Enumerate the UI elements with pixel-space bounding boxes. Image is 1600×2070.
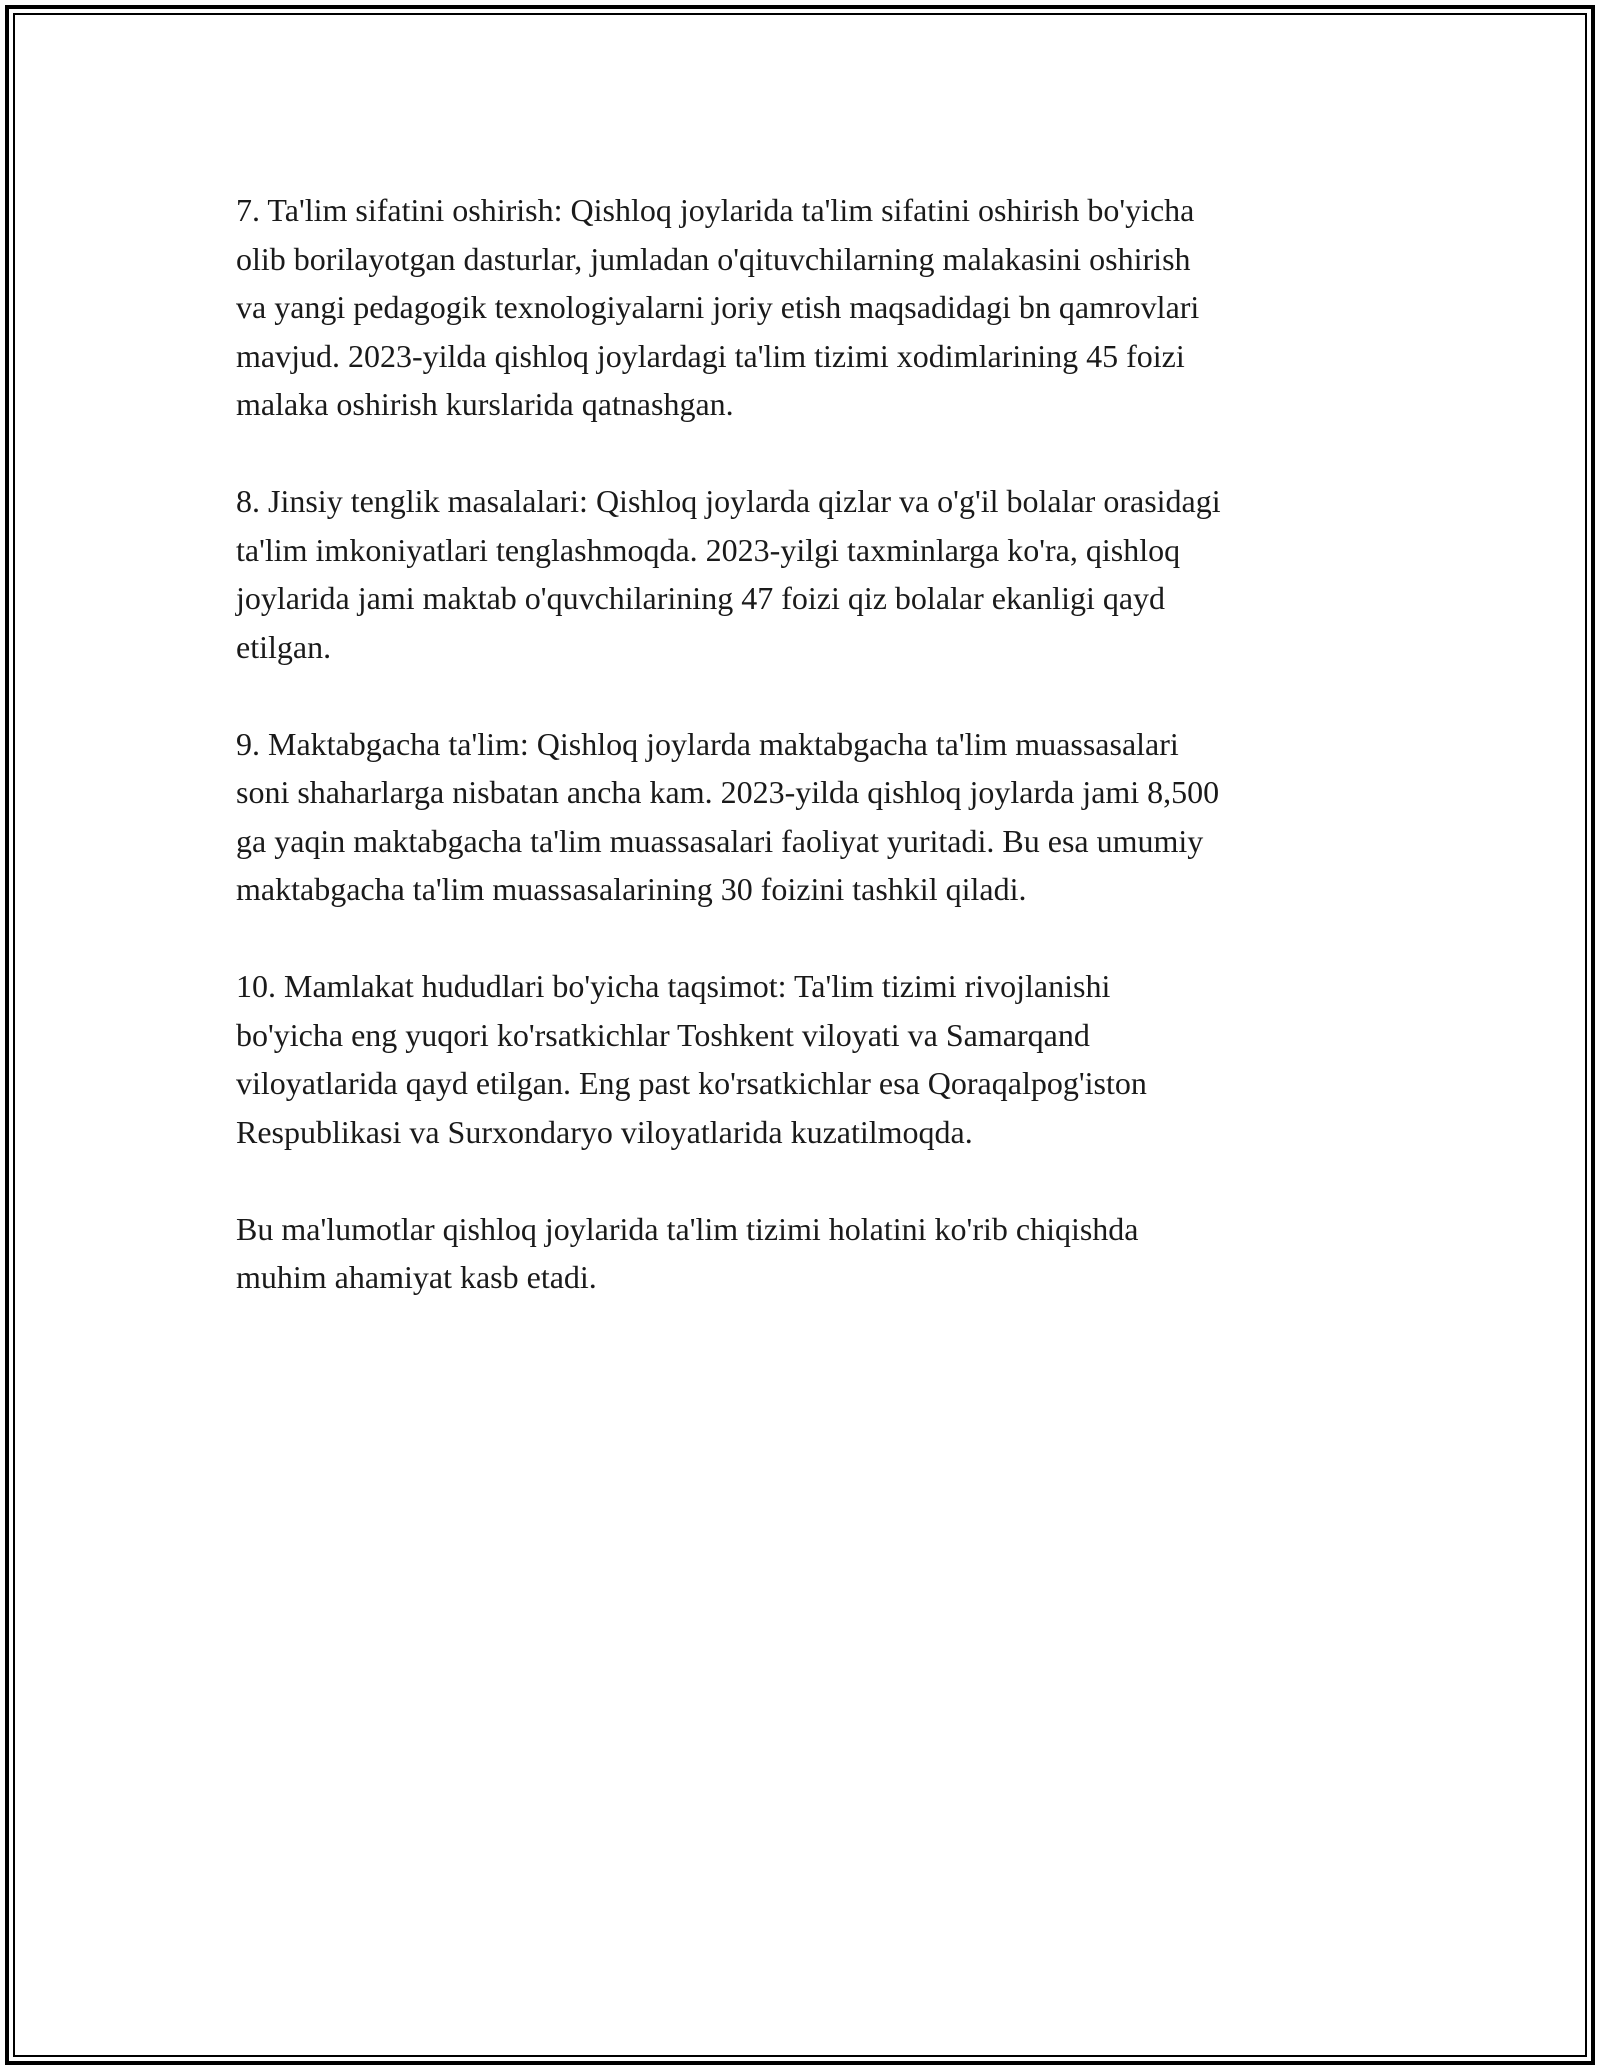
document-body	[236, 186, 1386, 1350]
paragraph-conclusion: Bu ma'lumotlar qishloq joylarida ta'lim tizimi holatini ko'rib chiqishda muhim ahamiyat kasb etadi.	[236, 1210, 1139, 1295]
paragraph-gender-equality: 8. Jinsiy tenglik masalalari: Qishloq joylarda qizlar va o'g'il bolalar orasidagi ta'lim imkoniyatlari tenglashmoqda. 2023-yilgi taxminlarga ko'ra, qishloq joylarida jami maktab o'quvchilarining 47 foizi qiz bolalar ekanligi qayd etilgan.	[236, 483, 1221, 665]
paragraph-regional-distribution: 10. Mamlakat hududlari bo'yicha taqsimot: Ta'lim tizimi rivojlanishi bo'yicha eng yuqori ko'rsatkichlar Toshkent viloyati va Samarqand viloyatlarida qayd etilgan. Eng past ko'rsatkichlar esa Qoraqalpog'iston Respublikasi va Surxondaryo viloyatlarida kuzatilmoqda.	[236, 968, 1147, 1150]
paragraph-quality-of-education: 7. Ta'lim sifatini oshirish: Qishloq joylarida ta'lim sifatini oshirish bo'yicha olib borilayotgan dasturlar, jumladan o'qituvchilarning malakasini oshirish va yangi pedagogik texnologiyalarni joriy etish maqsadidagi bn qamrovlari mavjud. 2023-yilda qishloq joylardagi ta'lim tizimi xodimlarining 45 foizi malaka oshirish kurslarida qatnashgan.	[236, 192, 1200, 422]
paragraph-preschool-education: 9. Maktabgacha ta'lim: Qishloq joylarda maktabgacha ta'lim muassasalari soni shaharlarga nisbatan ancha kam. 2023-yilda qishloq joylarda jami 8,500 ga yaqin maktabgacha ta'lim muassasalari faoliyat yuritadi. Bu esa umumiy maktabgacha ta'lim muassasalarining 30 foizini tashkil qiladi.	[236, 725, 1220, 907]
